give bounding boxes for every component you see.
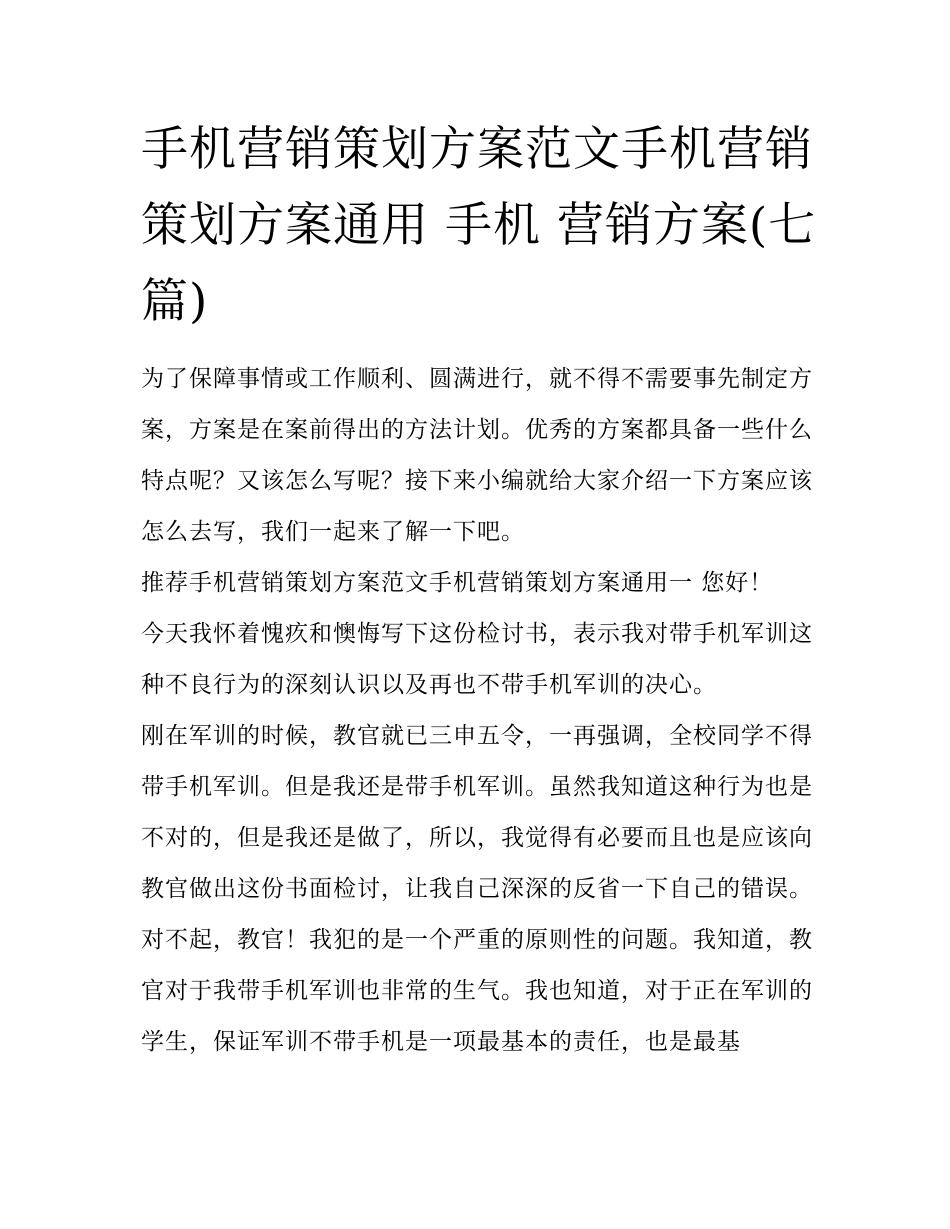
paragraph-apology: 今天我怀着愧疚和懊悔写下这份检讨书，表示我对带手机军训这种不良行为的深刻认识以及再也不带手机军训的决心。: [141, 621, 813, 698]
document-title: 手机营销策划方案范文手机营销策划方案通用 手机 营销方案(七篇): [141, 122, 817, 329]
paragraph-greeting: 推荐手机营销策划方案范文手机营销策划方案通用一 您好！: [141, 570, 774, 596]
paragraph-explanation: 刚在军训的时候，教官就已三申五令，一再强调，全校同学不得带手机军训。但是我还是带手机军训。虽然我知道这种行为也是不对的，但是我还是做了，所以，我觉得有必要而且也是应该向教官做出这份书面检讨，让我自己深深的反省一下自己的错误。: [141, 723, 813, 902]
paragraph-responsibility: 对不起，教官！我犯的是一个严重的原则性的问题。我知道，教官对于我带手机军训也非常的生气。我也知道，对于正在军训的学生，保证军训不带手机是一项最基本的责任，也是最基: [141, 927, 813, 1055]
paragraph-intro: 为了保障事情或工作顺利、圆满进行，就不得不需要事先制定方案，方案是在案前得出的方法计划。优秀的方案都具备一些什么特点呢？又该怎么写呢？接下来小编就给大家介绍一下方案应该怎么去写，我们一起来了解一下吧。: [141, 366, 813, 545]
